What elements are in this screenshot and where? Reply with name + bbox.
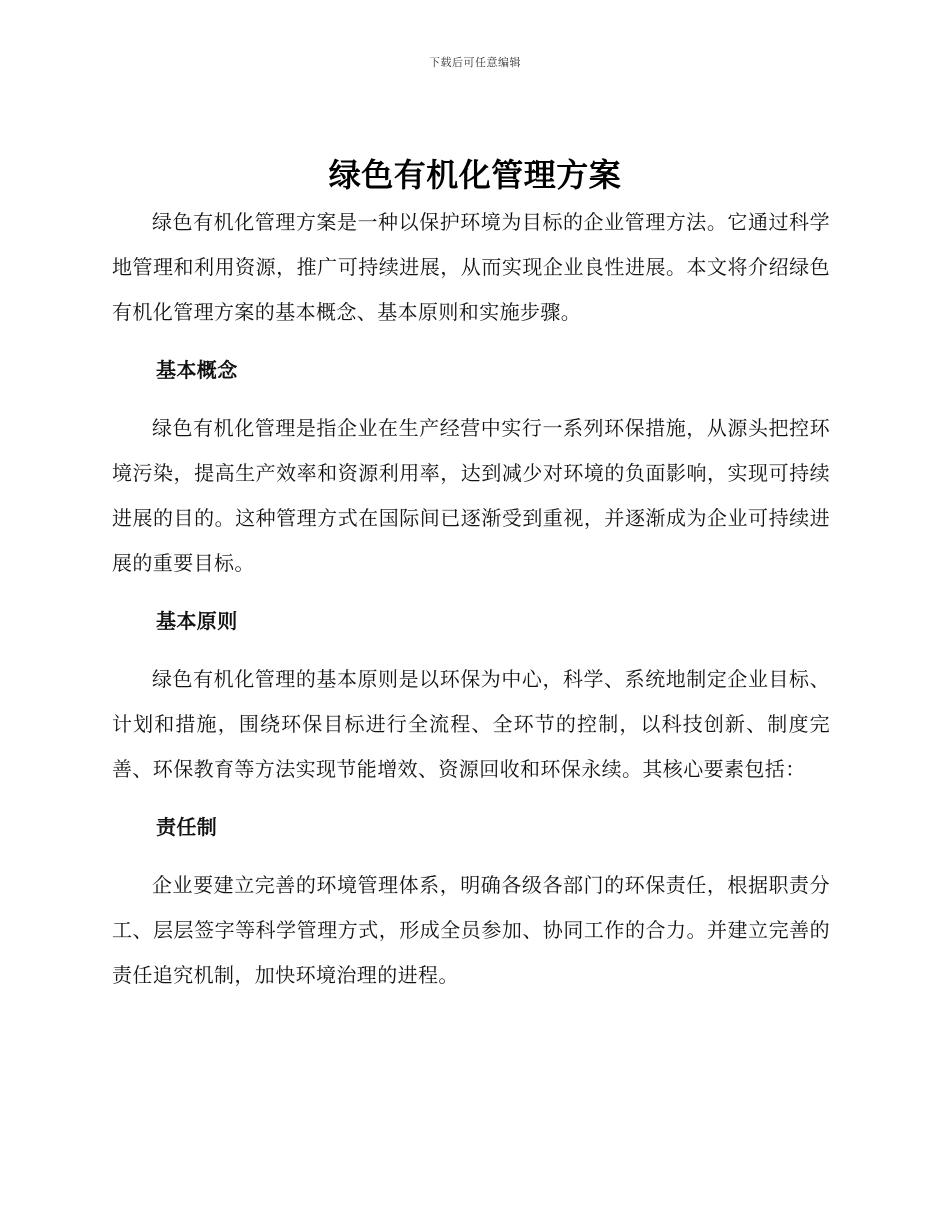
intro-paragraph: 绿色有机化管理方案是一种以保护环境为目标的企业管理方法。它通过科学地管理和利用资源，推广可持续进展，从而实现企业良性进展。本文将介绍绿色有机化管理方案的基本概念、基本原则和实施步骤。 [112, 210, 830, 324]
header-note: 下载后可任意编辑 [429, 56, 521, 69]
section-heading-concept: 基本概念 [156, 358, 238, 382]
section-heading-principles: 基本原则 [156, 609, 238, 633]
document-body [112, 200, 830, 998]
section-paragraph-principles: 绿色有机化管理的基本原则是以环保为中心，科学、系统地制定企业目标、计划和措施，围绕环保目标进行全流程、全环节的控制，以科技创新、制度完善、环保教育等方法实现节能增效、资源回收和环保永续。其核心要素包括： [112, 667, 830, 781]
section-paragraph-concept: 绿色有机化管理是指企业在生产经营中实行一系列环保措施，从源头把控环境污染，提高生产效率和资源利用率，达到减少对环境的负面影响，实现可持续进展的目的。这种管理方式在国际间已逐渐受到重视，并逐渐成为企业可持续进展的重要目标。 [112, 416, 830, 575]
section-paragraph-responsibility: 企业要建立完善的环境管理体系，明确各级各部门的环保责任，根据职责分工、层层签字等科学管理方式，形成全员参加、协同工作的合力。并建立完善的责任追究机制，加快环境治理的进程。 [112, 873, 830, 987]
section-heading-responsibility: 责任制 [156, 815, 218, 839]
document-title: 绿色有机化管理方案 [328, 156, 622, 194]
